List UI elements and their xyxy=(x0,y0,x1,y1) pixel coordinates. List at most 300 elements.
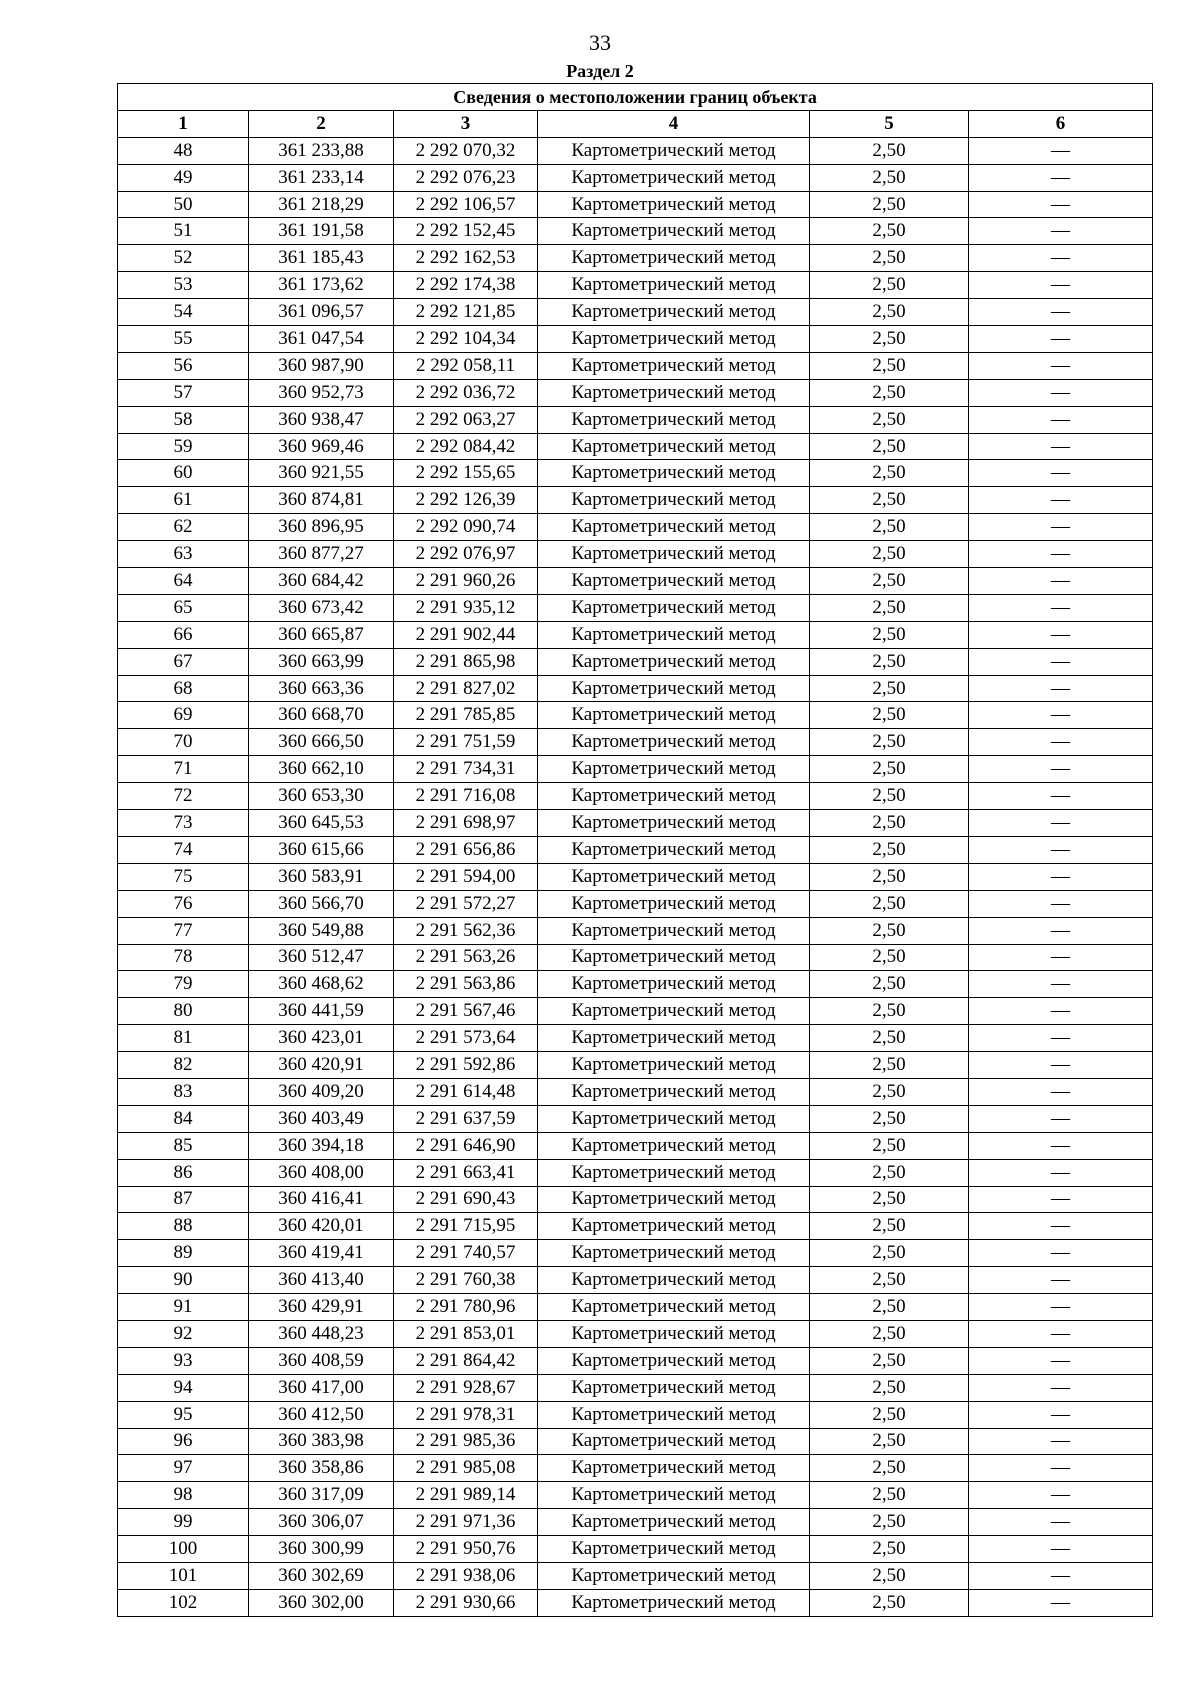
description-cell: — xyxy=(969,944,1153,971)
method-cell: Картометрический метод xyxy=(538,1105,810,1132)
accuracy-cell: 2,50 xyxy=(810,756,969,783)
point-number-cell: 57 xyxy=(118,379,249,406)
y-coordinate-cell: 2 292 084,42 xyxy=(394,433,538,460)
accuracy-cell: 2,50 xyxy=(810,1213,969,1240)
table-row xyxy=(118,1159,1153,1186)
y-coordinate-cell: 2 292 076,97 xyxy=(394,541,538,568)
point-number-cell: 76 xyxy=(118,890,249,917)
method-cell: Картометрический метод xyxy=(538,218,810,245)
accuracy-cell: 2,50 xyxy=(810,352,969,379)
y-coordinate-cell: 2 291 760,38 xyxy=(394,1267,538,1294)
point-number-cell: 94 xyxy=(118,1374,249,1401)
accuracy-cell: 2,50 xyxy=(810,1240,969,1267)
method-cell: Картометрический метод xyxy=(538,594,810,621)
point-number-cell: 58 xyxy=(118,406,249,433)
table-row xyxy=(118,1536,1153,1563)
y-coordinate-cell: 2 291 663,41 xyxy=(394,1159,538,1186)
description-cell: — xyxy=(969,379,1153,406)
table-row xyxy=(118,1428,1153,1455)
y-coordinate-cell: 2 291 637,59 xyxy=(394,1105,538,1132)
method-cell: Картометрический метод xyxy=(538,621,810,648)
y-coordinate-cell: 2 291 734,31 xyxy=(394,756,538,783)
table-row xyxy=(118,1509,1153,1536)
description-cell: — xyxy=(969,594,1153,621)
description-cell: — xyxy=(969,245,1153,272)
method-cell: Картометрический метод xyxy=(538,1374,810,1401)
table-row xyxy=(118,460,1153,487)
accuracy-cell: 2,50 xyxy=(810,1320,969,1347)
accuracy-cell: 2,50 xyxy=(810,1294,969,1321)
point-number-cell: 66 xyxy=(118,621,249,648)
y-coordinate-cell: 2 292 174,38 xyxy=(394,272,538,299)
table-row xyxy=(118,998,1153,1025)
x-coordinate-cell: 360 420,01 xyxy=(249,1213,394,1240)
method-cell: Картометрический метод xyxy=(538,890,810,917)
method-cell: Картометрический метод xyxy=(538,1347,810,1374)
method-cell: Картометрический метод xyxy=(538,1589,810,1616)
column-number: 5 xyxy=(810,110,969,137)
point-number-cell: 51 xyxy=(118,218,249,245)
x-coordinate-cell: 360 302,69 xyxy=(249,1562,394,1589)
page-number: 33 xyxy=(589,30,611,55)
table-row xyxy=(118,487,1153,514)
point-number-cell: 71 xyxy=(118,756,249,783)
accuracy-cell: 2,50 xyxy=(810,998,969,1025)
method-cell: Картометрический метод xyxy=(538,1320,810,1347)
table-row xyxy=(118,1482,1153,1509)
method-cell: Картометрический метод xyxy=(538,1132,810,1159)
table-body xyxy=(118,137,1153,1616)
method-cell: Картометрический метод xyxy=(538,487,810,514)
description-cell: — xyxy=(969,1159,1153,1186)
y-coordinate-cell: 2 291 902,44 xyxy=(394,621,538,648)
description-cell: — xyxy=(969,1025,1153,1052)
point-number-cell: 88 xyxy=(118,1213,249,1240)
x-coordinate-cell: 361 233,14 xyxy=(249,164,394,191)
y-coordinate-cell: 2 291 978,31 xyxy=(394,1401,538,1428)
method-cell: Картометрический метод xyxy=(538,245,810,272)
y-coordinate-cell: 2 291 780,96 xyxy=(394,1294,538,1321)
point-number-cell: 100 xyxy=(118,1536,249,1563)
description-cell: — xyxy=(969,1213,1153,1240)
point-number-cell: 92 xyxy=(118,1320,249,1347)
accuracy-cell: 2,50 xyxy=(810,863,969,890)
accuracy-cell: 2,50 xyxy=(810,810,969,837)
y-coordinate-cell: 2 291 989,14 xyxy=(394,1482,538,1509)
method-cell: Картометрический метод xyxy=(538,379,810,406)
method-cell: Картометрический метод xyxy=(538,836,810,863)
table-row xyxy=(118,433,1153,460)
description-cell: — xyxy=(969,541,1153,568)
method-cell: Картометрический метод xyxy=(538,783,810,810)
y-coordinate-cell: 2 291 785,85 xyxy=(394,702,538,729)
y-coordinate-cell: 2 291 930,66 xyxy=(394,1589,538,1616)
x-coordinate-cell: 360 448,23 xyxy=(249,1320,394,1347)
point-number-cell: 87 xyxy=(118,1186,249,1213)
x-coordinate-cell: 361 047,54 xyxy=(249,326,394,353)
point-number-cell: 102 xyxy=(118,1589,249,1616)
x-coordinate-cell: 360 468,62 xyxy=(249,971,394,998)
column-number: 2 xyxy=(249,110,394,137)
method-cell: Картометрический метод xyxy=(538,460,810,487)
point-number-cell: 77 xyxy=(118,917,249,944)
description-cell: — xyxy=(969,164,1153,191)
x-coordinate-cell: 361 218,29 xyxy=(249,191,394,218)
method-cell: Картометрический метод xyxy=(538,1052,810,1079)
table-row xyxy=(118,594,1153,621)
description-cell: — xyxy=(969,191,1153,218)
y-coordinate-cell: 2 291 563,86 xyxy=(394,971,538,998)
table-row xyxy=(118,1401,1153,1428)
method-cell: Картометрический метод xyxy=(538,299,810,326)
y-coordinate-cell: 2 292 152,45 xyxy=(394,218,538,245)
description-cell: — xyxy=(969,137,1153,164)
method-cell: Картометрический метод xyxy=(538,810,810,837)
y-coordinate-cell: 2 291 971,36 xyxy=(394,1509,538,1536)
point-number-cell: 91 xyxy=(118,1294,249,1321)
table-row xyxy=(118,621,1153,648)
accuracy-cell: 2,50 xyxy=(810,971,969,998)
section-title: Раздел 2 xyxy=(566,61,634,81)
point-number-cell: 89 xyxy=(118,1240,249,1267)
method-cell: Картометрический метод xyxy=(538,1186,810,1213)
accuracy-cell: 2,50 xyxy=(810,191,969,218)
y-coordinate-cell: 2 291 567,46 xyxy=(394,998,538,1025)
point-number-cell: 52 xyxy=(118,245,249,272)
accuracy-cell: 2,50 xyxy=(810,1536,969,1563)
column-number: 6 xyxy=(969,110,1153,137)
method-cell: Картометрический метод xyxy=(538,1562,810,1589)
method-cell: Картометрический метод xyxy=(538,1294,810,1321)
point-number-cell: 48 xyxy=(118,137,249,164)
table-row xyxy=(118,1267,1153,1294)
x-coordinate-cell: 360 429,91 xyxy=(249,1294,394,1321)
description-cell: — xyxy=(969,810,1153,837)
method-cell: Картометрический метод xyxy=(538,433,810,460)
x-coordinate-cell: 360 896,95 xyxy=(249,514,394,541)
x-coordinate-cell: 360 987,90 xyxy=(249,352,394,379)
x-coordinate-cell: 360 549,88 xyxy=(249,917,394,944)
point-number-cell: 63 xyxy=(118,541,249,568)
accuracy-cell: 2,50 xyxy=(810,514,969,541)
point-number-cell: 81 xyxy=(118,1025,249,1052)
accuracy-cell: 2,50 xyxy=(810,1562,969,1589)
method-cell: Картометрический метод xyxy=(538,675,810,702)
description-cell: — xyxy=(969,917,1153,944)
x-coordinate-cell: 360 300,99 xyxy=(249,1536,394,1563)
method-cell: Картометрический метод xyxy=(538,191,810,218)
description-cell: — xyxy=(969,1347,1153,1374)
description-cell: — xyxy=(969,621,1153,648)
description-cell: — xyxy=(969,487,1153,514)
accuracy-cell: 2,50 xyxy=(810,621,969,648)
method-cell: Картометрический метод xyxy=(538,702,810,729)
x-coordinate-cell: 360 358,86 xyxy=(249,1455,394,1482)
point-number-cell: 56 xyxy=(118,352,249,379)
method-cell: Картометрический метод xyxy=(538,326,810,353)
point-number-cell: 61 xyxy=(118,487,249,514)
y-coordinate-cell: 2 291 751,59 xyxy=(394,729,538,756)
method-cell: Картометрический метод xyxy=(538,568,810,595)
y-coordinate-cell: 2 292 058,11 xyxy=(394,352,538,379)
accuracy-cell: 2,50 xyxy=(810,379,969,406)
column-number: 1 xyxy=(118,110,249,137)
x-coordinate-cell: 360 441,59 xyxy=(249,998,394,1025)
x-coordinate-cell: 360 412,50 xyxy=(249,1401,394,1428)
point-number-cell: 49 xyxy=(118,164,249,191)
x-coordinate-cell: 361 233,88 xyxy=(249,137,394,164)
x-coordinate-cell: 360 877,27 xyxy=(249,541,394,568)
table-row xyxy=(118,917,1153,944)
point-number-cell: 53 xyxy=(118,272,249,299)
table-row xyxy=(118,1132,1153,1159)
x-coordinate-cell: 361 173,62 xyxy=(249,272,394,299)
point-number-cell: 80 xyxy=(118,998,249,1025)
table-row xyxy=(118,1294,1153,1321)
table-row xyxy=(118,1213,1153,1240)
point-number-cell: 65 xyxy=(118,594,249,621)
table-row xyxy=(118,863,1153,890)
x-coordinate-cell: 360 663,36 xyxy=(249,675,394,702)
x-coordinate-cell: 360 408,00 xyxy=(249,1159,394,1186)
point-number-cell: 72 xyxy=(118,783,249,810)
y-coordinate-cell: 2 292 070,32 xyxy=(394,137,538,164)
x-coordinate-cell: 360 668,70 xyxy=(249,702,394,729)
description-cell: — xyxy=(969,352,1153,379)
accuracy-cell: 2,50 xyxy=(810,836,969,863)
description-cell: — xyxy=(969,514,1153,541)
y-coordinate-cell: 2 291 716,08 xyxy=(394,783,538,810)
accuracy-cell: 2,50 xyxy=(810,541,969,568)
x-coordinate-cell: 360 615,66 xyxy=(249,836,394,863)
point-number-cell: 60 xyxy=(118,460,249,487)
column-number-row xyxy=(118,110,1153,137)
description-cell: — xyxy=(969,729,1153,756)
description-cell: — xyxy=(969,1482,1153,1509)
table-row xyxy=(118,541,1153,568)
accuracy-cell: 2,50 xyxy=(810,568,969,595)
table-row xyxy=(118,1240,1153,1267)
method-cell: Картометрический метод xyxy=(538,1267,810,1294)
method-cell: Картометрический метод xyxy=(538,1213,810,1240)
description-cell: — xyxy=(969,756,1153,783)
y-coordinate-cell: 2 291 985,08 xyxy=(394,1455,538,1482)
method-cell: Картометрический метод xyxy=(538,1159,810,1186)
method-cell: Картометрический метод xyxy=(538,1536,810,1563)
point-number-cell: 90 xyxy=(118,1267,249,1294)
description-cell: — xyxy=(969,1267,1153,1294)
description-cell: — xyxy=(969,433,1153,460)
method-cell: Картометрический метод xyxy=(538,1428,810,1455)
x-coordinate-cell: 360 938,47 xyxy=(249,406,394,433)
x-coordinate-cell: 360 566,70 xyxy=(249,890,394,917)
point-number-cell: 59 xyxy=(118,433,249,460)
x-coordinate-cell: 360 666,50 xyxy=(249,729,394,756)
y-coordinate-cell: 2 291 573,64 xyxy=(394,1025,538,1052)
y-coordinate-cell: 2 291 592,86 xyxy=(394,1052,538,1079)
description-cell: — xyxy=(969,299,1153,326)
x-coordinate-cell: 360 684,42 xyxy=(249,568,394,595)
description-cell: — xyxy=(969,702,1153,729)
x-coordinate-cell: 360 921,55 xyxy=(249,460,394,487)
method-cell: Картометрический метод xyxy=(538,971,810,998)
y-coordinate-cell: 2 291 690,43 xyxy=(394,1186,538,1213)
point-number-cell: 54 xyxy=(118,299,249,326)
accuracy-cell: 2,50 xyxy=(810,299,969,326)
table-row xyxy=(118,783,1153,810)
accuracy-cell: 2,50 xyxy=(810,164,969,191)
description-cell: — xyxy=(969,648,1153,675)
x-coordinate-cell: 360 419,41 xyxy=(249,1240,394,1267)
point-number-cell: 83 xyxy=(118,1078,249,1105)
point-number-cell: 98 xyxy=(118,1482,249,1509)
method-cell: Картометрический метод xyxy=(538,729,810,756)
x-coordinate-cell: 360 416,41 xyxy=(249,1186,394,1213)
point-number-cell: 73 xyxy=(118,810,249,837)
table-row xyxy=(118,675,1153,702)
accuracy-cell: 2,50 xyxy=(810,1455,969,1482)
accuracy-cell: 2,50 xyxy=(810,1186,969,1213)
method-cell: Картометрический метод xyxy=(538,272,810,299)
accuracy-cell: 2,50 xyxy=(810,1025,969,1052)
description-cell: — xyxy=(969,1401,1153,1428)
point-number-cell: 95 xyxy=(118,1401,249,1428)
y-coordinate-cell: 2 291 740,57 xyxy=(394,1240,538,1267)
point-number-cell: 93 xyxy=(118,1347,249,1374)
description-cell: — xyxy=(969,783,1153,810)
accuracy-cell: 2,50 xyxy=(810,1428,969,1455)
x-coordinate-cell: 360 673,42 xyxy=(249,594,394,621)
y-coordinate-cell: 2 291 950,76 xyxy=(394,1536,538,1563)
x-coordinate-cell: 361 185,43 xyxy=(249,245,394,272)
y-coordinate-cell: 2 291 572,27 xyxy=(394,890,538,917)
x-coordinate-cell: 360 874,81 xyxy=(249,487,394,514)
accuracy-cell: 2,50 xyxy=(810,917,969,944)
method-cell: Картометрический метод xyxy=(538,1025,810,1052)
description-cell: — xyxy=(969,1589,1153,1616)
x-coordinate-cell: 360 306,07 xyxy=(249,1509,394,1536)
accuracy-cell: 2,50 xyxy=(810,783,969,810)
accuracy-cell: 2,50 xyxy=(810,1374,969,1401)
description-cell: — xyxy=(969,1536,1153,1563)
accuracy-cell: 2,50 xyxy=(810,1078,969,1105)
table-row xyxy=(118,702,1153,729)
point-number-cell: 86 xyxy=(118,1159,249,1186)
method-cell: Картометрический метод xyxy=(538,1078,810,1105)
x-coordinate-cell: 360 645,53 xyxy=(249,810,394,837)
table-row xyxy=(118,810,1153,837)
x-coordinate-cell: 360 413,40 xyxy=(249,1267,394,1294)
description-cell: — xyxy=(969,1428,1153,1455)
table-row xyxy=(118,1052,1153,1079)
description-cell: — xyxy=(969,675,1153,702)
y-coordinate-cell: 2 291 614,48 xyxy=(394,1078,538,1105)
table-caption: Сведения о местоположении границ объекта xyxy=(118,84,1153,111)
x-coordinate-cell: 360 403,49 xyxy=(249,1105,394,1132)
table-row xyxy=(118,352,1153,379)
y-coordinate-cell: 2 292 063,27 xyxy=(394,406,538,433)
x-coordinate-cell: 361 191,58 xyxy=(249,218,394,245)
y-coordinate-cell: 2 291 563,26 xyxy=(394,944,538,971)
description-cell: — xyxy=(969,836,1153,863)
x-coordinate-cell: 360 383,98 xyxy=(249,1428,394,1455)
description-cell: — xyxy=(969,1240,1153,1267)
accuracy-cell: 2,50 xyxy=(810,1052,969,1079)
table-row xyxy=(118,1320,1153,1347)
description-cell: — xyxy=(969,1562,1153,1589)
method-cell: Картометрический метод xyxy=(538,1455,810,1482)
x-coordinate-cell: 360 417,00 xyxy=(249,1374,394,1401)
point-number-cell: 67 xyxy=(118,648,249,675)
method-cell: Картометрический метод xyxy=(538,863,810,890)
method-cell: Картометрический метод xyxy=(538,541,810,568)
y-coordinate-cell: 2 292 126,39 xyxy=(394,487,538,514)
x-coordinate-cell: 360 653,30 xyxy=(249,783,394,810)
y-coordinate-cell: 2 291 865,98 xyxy=(394,648,538,675)
table-row xyxy=(118,406,1153,433)
point-number-cell: 68 xyxy=(118,675,249,702)
y-coordinate-cell: 2 291 827,02 xyxy=(394,675,538,702)
description-cell: — xyxy=(969,890,1153,917)
description-cell: — xyxy=(969,1052,1153,1079)
x-coordinate-cell: 360 394,18 xyxy=(249,1132,394,1159)
accuracy-cell: 2,50 xyxy=(810,729,969,756)
accuracy-cell: 2,50 xyxy=(810,1589,969,1616)
accuracy-cell: 2,50 xyxy=(810,890,969,917)
table-row xyxy=(118,836,1153,863)
table-row xyxy=(118,1562,1153,1589)
x-coordinate-cell: 360 583,91 xyxy=(249,863,394,890)
table-row xyxy=(118,648,1153,675)
column-number: 3 xyxy=(394,110,538,137)
table-row xyxy=(118,137,1153,164)
description-cell: — xyxy=(969,1294,1153,1321)
accuracy-cell: 2,50 xyxy=(810,648,969,675)
description-cell: — xyxy=(969,1509,1153,1536)
accuracy-cell: 2,50 xyxy=(810,1347,969,1374)
description-cell: — xyxy=(969,1078,1153,1105)
table-row xyxy=(118,944,1153,971)
accuracy-cell: 2,50 xyxy=(810,433,969,460)
description-cell: — xyxy=(969,568,1153,595)
table-row xyxy=(118,245,1153,272)
y-coordinate-cell: 2 292 162,53 xyxy=(394,245,538,272)
y-coordinate-cell: 2 292 106,57 xyxy=(394,191,538,218)
method-cell: Картометрический метод xyxy=(538,514,810,541)
method-cell: Картометрический метод xyxy=(538,1509,810,1536)
y-coordinate-cell: 2 291 594,00 xyxy=(394,863,538,890)
y-coordinate-cell: 2 292 155,65 xyxy=(394,460,538,487)
accuracy-cell: 2,50 xyxy=(810,137,969,164)
method-cell: Картометрический метод xyxy=(538,1401,810,1428)
method-cell: Картометрический метод xyxy=(538,406,810,433)
x-coordinate-cell: 360 663,99 xyxy=(249,648,394,675)
point-number-cell: 97 xyxy=(118,1455,249,1482)
method-cell: Картометрический метод xyxy=(538,1240,810,1267)
y-coordinate-cell: 2 291 864,42 xyxy=(394,1347,538,1374)
table-row xyxy=(118,164,1153,191)
table-row xyxy=(118,1455,1153,1482)
accuracy-cell: 2,50 xyxy=(810,1132,969,1159)
table-row xyxy=(118,568,1153,595)
accuracy-cell: 2,50 xyxy=(810,218,969,245)
method-cell: Картометрический метод xyxy=(538,648,810,675)
point-number-cell: 85 xyxy=(118,1132,249,1159)
x-coordinate-cell: 360 420,91 xyxy=(249,1052,394,1079)
accuracy-cell: 2,50 xyxy=(810,1401,969,1428)
accuracy-cell: 2,50 xyxy=(810,944,969,971)
y-coordinate-cell: 2 291 928,67 xyxy=(394,1374,538,1401)
